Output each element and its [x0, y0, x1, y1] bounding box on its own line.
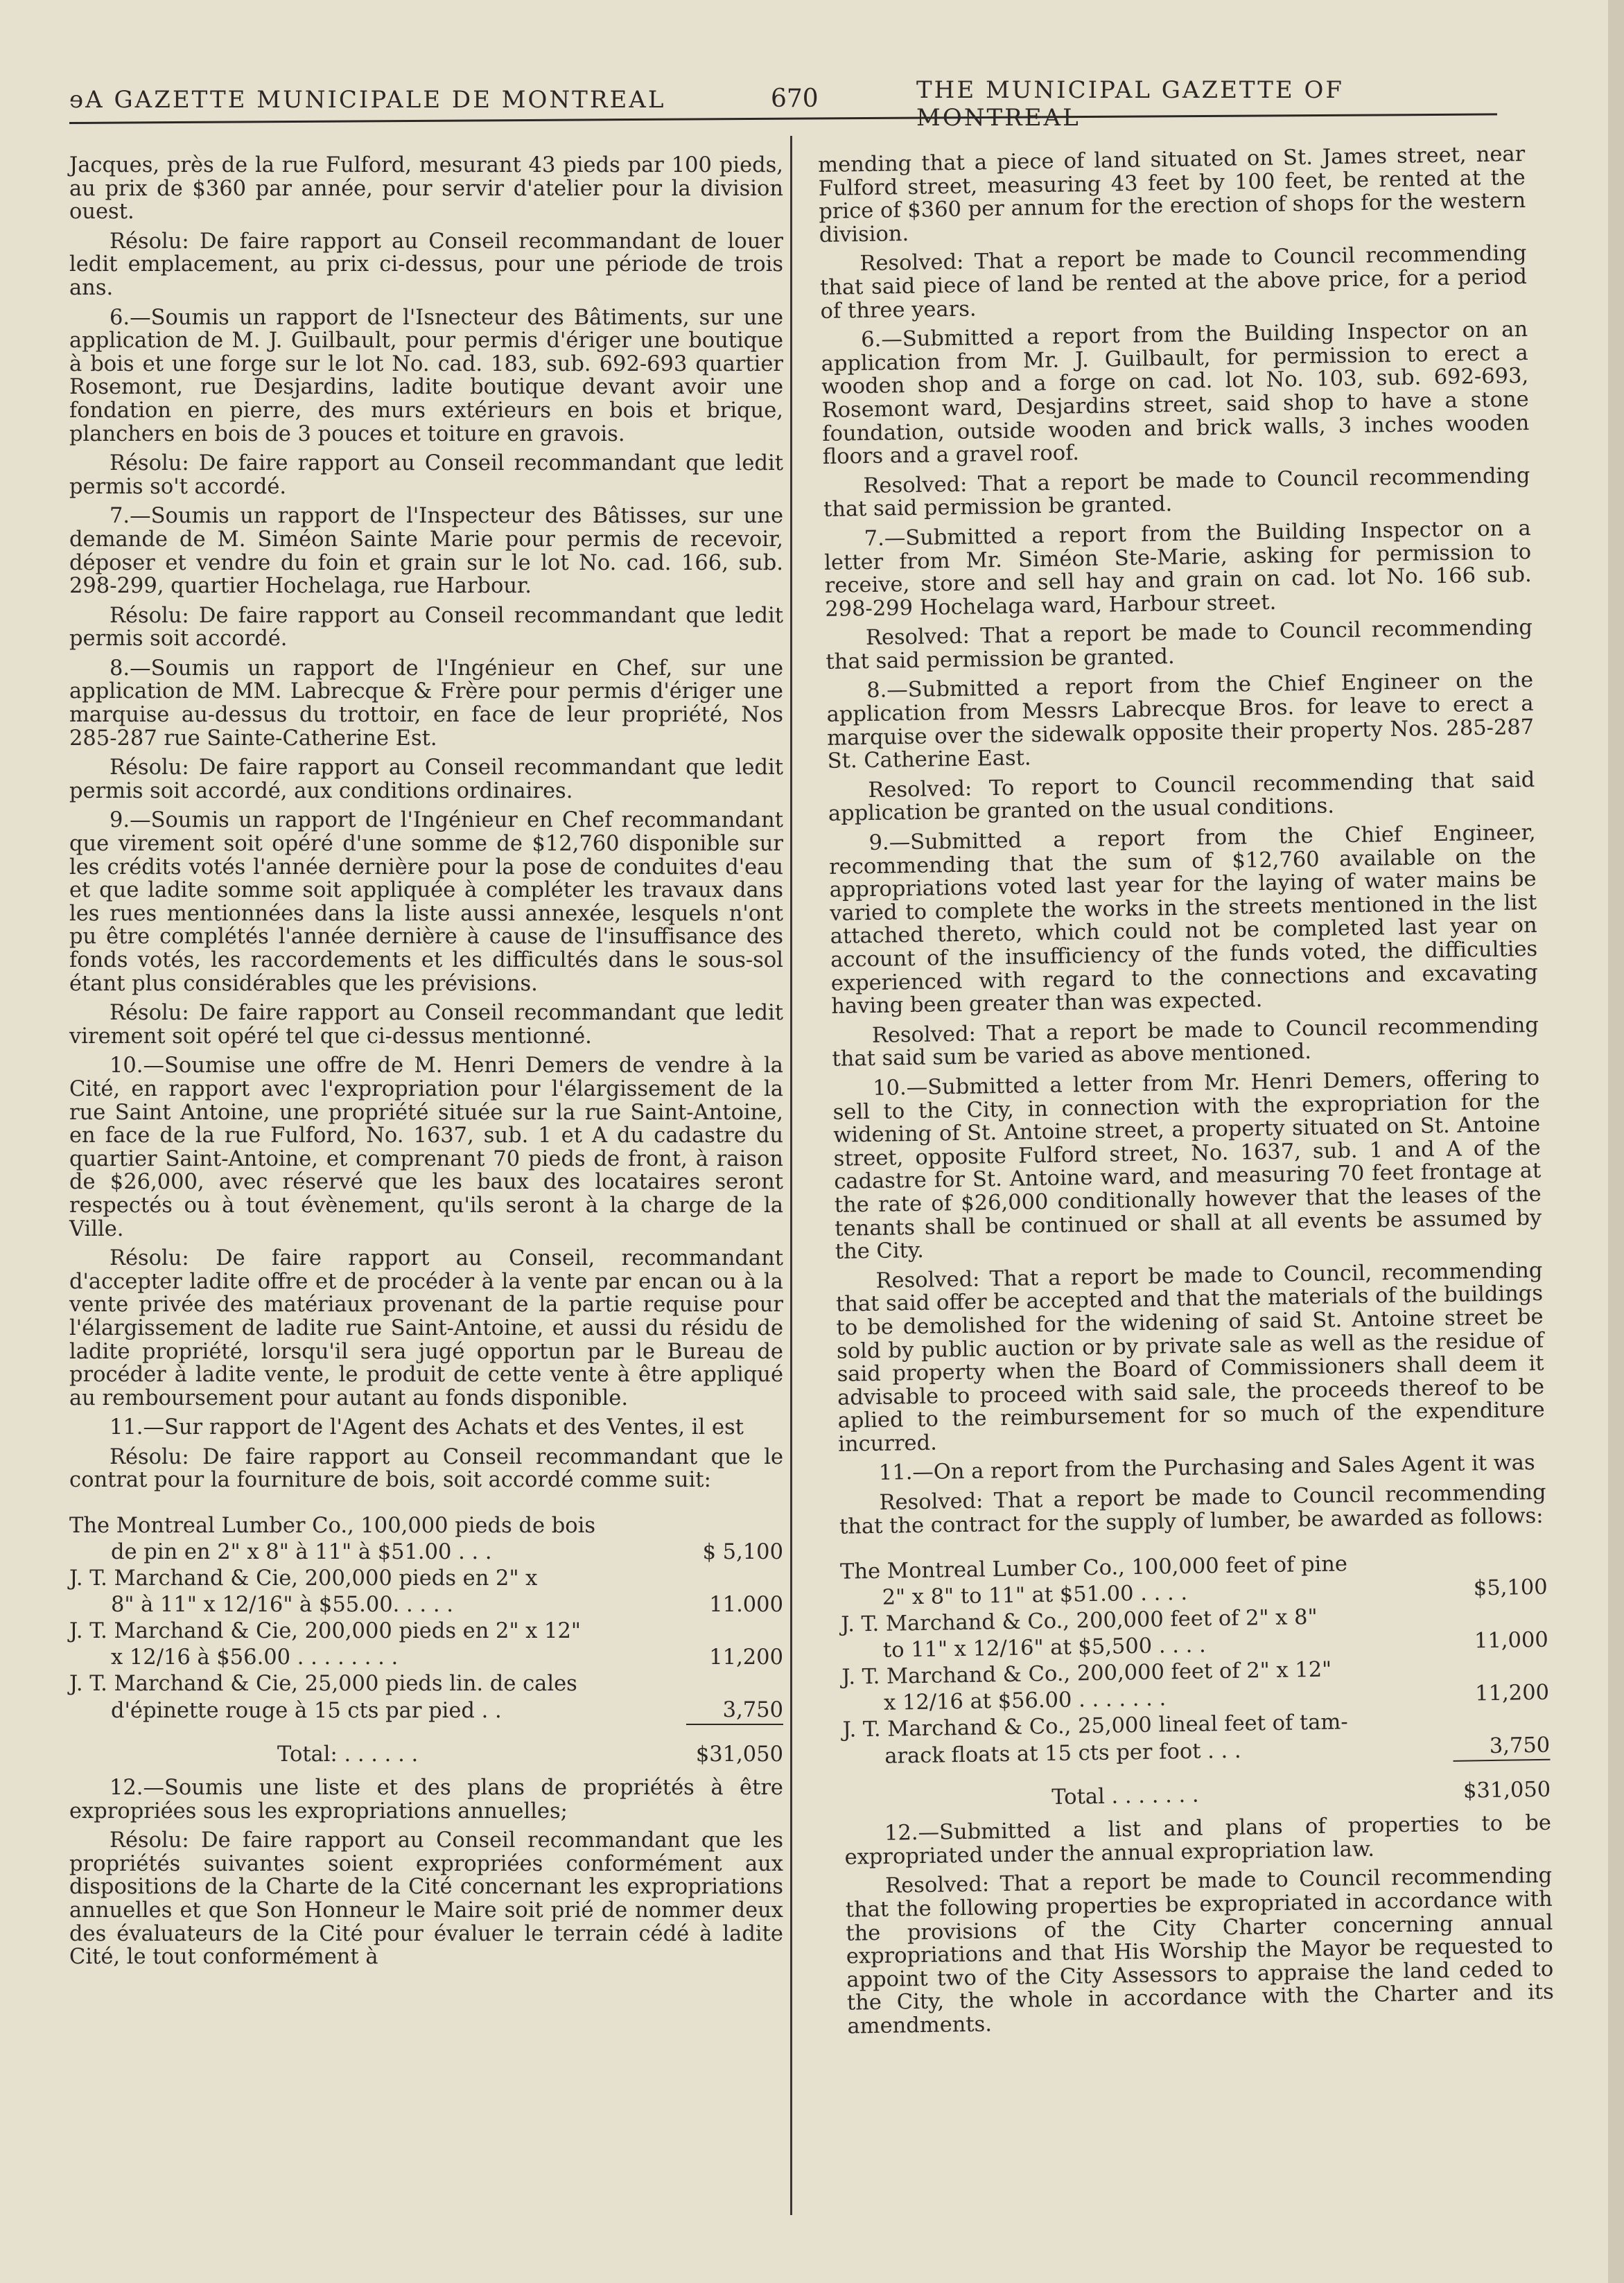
tender-amount: 3,750	[1489, 1733, 1551, 1759]
english-paragraphs-paragraph: 8.—Submitted a report from the Chief Engineer on the application from Messrs Labrecque Bros. for leave to erect a marquise over the sidewalk opposite their property Nos. 285-287 St. Catherine East.	[826, 668, 1535, 774]
tender-row-detail	[69, 1645, 783, 1671]
french-paragraphs-paragraph: Résolu: De faire rapport au Conseil recommandant que ledit permis so't accordé.	[69, 451, 783, 499]
french-column	[69, 154, 783, 1975]
total-amount: $31,050	[1453, 1760, 1551, 1805]
tender-supplier: The Montreal Lumber Co., 100,000 feet of pine	[839, 1552, 1348, 1584]
tender-detail: d'épinette rouge à 15 cts par pied . .	[111, 1699, 502, 1724]
tender-total-row	[69, 1724, 783, 1768]
tender-amount: $ 5,100	[702, 1540, 783, 1565]
french-paragraphs-paragraph: Jacques, près de la rue Fulford, mesurant 43 pieds par 100 pieds, au prix de $360 par année, pour servir d'atelier pour la division ouest.	[69, 153, 783, 225]
tender-supplier: J. T. Marchand & Cie, 200,000 pieds en 2" x 12"	[69, 1619, 581, 1644]
english-paragraphs-paragraph: Resolved: That a report be made to Council recommending that the contract for the supply of lumber, be awarded as follows:	[839, 1480, 1546, 1539]
header-title-french: ɘA GAZETTE MUNICIPALE DE MONTREAL	[69, 86, 666, 114]
tender-detail: x 12/16 at $56.00 . . . . . . .	[883, 1686, 1167, 1716]
tender-row-detail	[69, 1697, 783, 1724]
tender-amount: 11,200	[709, 1645, 783, 1670]
french-paragraphs-paragraph: Résolu: De faire rapport au Conseil recommandant que ledit permis soit accordé.	[69, 603, 783, 651]
tender-amount: $5,100	[1473, 1575, 1548, 1601]
french-closing-paragraph: 12.—Soumis une liste et des plans de propriétés à être expropriées sous les expropriations annuelles;	[69, 1776, 783, 1823]
page-number: 670	[771, 85, 819, 113]
french-paragraphs-paragraph: 9.—Soumis un rapport de l'Ingénieur en Chef recommandant que virement soit opéré d'une somme de $12,760 disponible sur les crédits votés l'année dernière pour la pose de conduites d'eau et que ladite somme soit appliquée à compléter les travaux dans les rues mentionnées dans la liste aussi annexée, lesquels n'ont pu être complétés l'année dernière à cause de l'insuffisance des fonds votés, les raccordements et les difficultés dans le sous-sol étant plus considérables que les prévisions.	[69, 808, 783, 996]
french-paragraphs-paragraph: Résolu: De faire rapport au Conseil recommandant de louer ledit emplacement, au prix ci-dessus, pour une période de trois ans.	[69, 229, 783, 300]
total-label: Total: . . . . . .	[277, 1742, 419, 1767]
tender-row	[69, 1618, 783, 1645]
english-closing-paragraph: Resolved: That a report be made to Council recommending that the following properties be expropriated in accordance with the provisions of the City Charter concerning annual expropriations and that His Worship the Mayor be requested to appoint two of the City Assessors to appraise the land ceded to the City, the whole in accordance with the Charter and its amendments.	[845, 1864, 1555, 2039]
tender-supplier: J. T. Marchand & Cie, 200,000 pieds en 2" x	[69, 1566, 538, 1591]
tender-row	[69, 1566, 783, 1592]
tender-detail: 8" à 11" x 12/16" à $55.00. . . . .	[111, 1593, 453, 1618]
english-paragraphs-paragraph: Resolved: That a report be made to Council recommending that said permission be granted.	[826, 615, 1533, 674]
page-edge	[1608, 0, 1624, 2283]
english-column	[818, 143, 1555, 2045]
french-paragraphs-paragraph: 10.—Soumise une offre de M. Henri Demers de vendre à la Cité, en rapport avec l'expropriation pour l'élargissement de la rue Saint Antoine, une propriété située sur la rue Saint-Antoine, en face de la rue Fulford, No. 1637, sub. 1 et A du cadastre du quartier Saint-Antoine, et comprenant 70 pieds de front, à raison de $26,000, avec réservé que les baux des locataires seront respectés ou à tout évènement, qu'ils seront à la charge de la Ville.	[69, 1053, 783, 1241]
french-closing-paragraph: Résolu: De faire rapport au Conseil recommandant que les propriétés suivantes soient expropriées conformément aux dispositions de la Charte de la Cité concernant les expropriations annuelles et que Son Honneur le Maire soit prié de nommer deux des évaluateurs de la Cité pour évaluer le terrain cédé à ladite Cité, le tout conformément à	[69, 1828, 783, 1970]
lumber-contract-table-english	[840, 1548, 1551, 1814]
tender-row-detail	[69, 1539, 783, 1566]
french-paragraphs-paragraph: Résolu: De faire rapport au Conseil recommandant que ledit permis soit accordé, aux conditions ordinaires.	[69, 755, 783, 803]
english-paragraphs-paragraph: mending that a piece of land situated on St. James street, near Fulford street, measuring 43 feet by 100 feet, be rented at the price of $360 per annum for the erection of shops for the western division.	[817, 141, 1526, 247]
tender-amount: 11,200	[1475, 1680, 1550, 1706]
lumber-contract-table-french	[69, 1513, 783, 1768]
tender-detail: de pin en 2" x 8" à 11" à $51.00 . . .	[111, 1540, 492, 1565]
english-closing-paragraph: 12.—Submitted a list and plans of properties to be expropriated under the annual expropriation law.	[844, 1810, 1552, 1870]
header-title-english: THE MUNICIPAL GAZETTE OF	[916, 76, 1344, 104]
french-paragraphs-paragraph: 7.—Soumis un rapport de l'Inspecteur des Bâtisses, sur une demande de M. Siméon Sainte Marie pour permis de recevoir, déposer et vendre du foin et grain sur le lot No. cad. 166, sub. 298-299, quartier Hochelaga, rue Harbour.	[69, 504, 783, 599]
english-paragraphs-paragraph: 10.—Submitted a letter from Mr. Henri Demers, offering to sell to the City, in connection with the expropriation for the widening of St. Antoine street, a property situated on St. Antoine street, opposite Fulford street, No. 1637, sub. 1 and A of the cadastre for St. Antoine ward, and measuring 70 feet frontage at the rate of $26,000 conditionally however that the leases of the tenants shall be continued or shall at all events be assumed by the City.	[832, 1065, 1542, 1264]
tender-supplier: J. T. Marchand & Co., 25,000 lineal feet of tam-	[842, 1710, 1348, 1742]
total-label: Total . . . . . . .	[1051, 1783, 1199, 1810]
english-paragraphs-paragraph: Resolved: That a report be made to Council recommending that said sum be varied as above mentioned.	[832, 1013, 1539, 1072]
english-paragraphs-paragraph: Resolved: That a report be made to Council recommending that said permission be granted.	[823, 463, 1530, 523]
english-paragraphs-paragraph: 9.—Submitted a report from the Chief Engineer, recommending that the sum of $12,760 available on the appropriations voted last year for the laying of water mains be varied to complete the works in the streets mentioned in the list attached thereto, which could not be completed last year on account of the insufficiency of the funds voted, the difficulties experienced with regard to the connections and excavating having been greater than was expected.	[828, 820, 1538, 1020]
tender-amount: 11,000	[1474, 1627, 1549, 1654]
english-paragraphs-paragraph: Resolved: That a report be made to Council, recommending that said offer be accepted and that the materials of the buildings to be demolished for the widening of said St. Antoine street be sold by public auction or by private sale as well as the residue of said property when the Board of Commissioners shall deem it advisable to proceed with said sale, the proceeds thereof to be aplied to the reimbursement for so much of the expenditure incurred.	[835, 1258, 1545, 1457]
english-paragraphs-paragraph: Resolved: To report to Council recommending that said application be granted on the usual conditions.	[828, 767, 1535, 827]
french-paragraphs-paragraph: Résolu: De faire rapport au Conseil recommandant que ledit virement soit opéré tel que ci-dessus mentionné.	[69, 1001, 783, 1049]
english-paragraphs-paragraph: 6.—Submitted a report from the Building Inspector on an application from Mr. J. Guilbault, for permission to erect a wooden shop and a forge on cad. lot No. 103, sub. 692-693, Rosemont ward, Desjardins street, said shop to have a stone foundation, outside wooden and brick walls, 3 inches wooden floors and a gravel roof.	[821, 317, 1530, 470]
tender-detail: to 11" x 12/16" at $5,500 . . . .	[882, 1633, 1206, 1663]
tender-row	[69, 1513, 783, 1539]
french-paragraphs-paragraph: 11.—Sur rapport de l'Agent des Achats et des Ventes, il est	[110, 1415, 744, 1440]
english-paragraphs-paragraph: Resolved: That a report be made to Council recommending that said piece of land be rented at the above price, for a period of three years.	[819, 241, 1528, 324]
tender-detail: 2" x 8" to 11" at $51.00 . . . .	[882, 1581, 1188, 1611]
total-amount: $31,050	[686, 1724, 783, 1768]
french-paragraphs-paragraph: Résolu: De faire rapport au Conseil recommandant que le contrat pour la fourniture de bois, soit accordé comme suit:	[69, 1444, 783, 1493]
french-paragraphs-paragraph: 8.—Soumis un rapport de l'Ingénieur en Chef, sur une application de MM. Labrecque & Frère pour permis d'ériger une marquise au-dessus du trottoir, en face de leur propriété, Nos 285-287 rue Sainte-Catherine Est.	[69, 656, 783, 751]
french-paragraphs-paragraph: Résolu: De faire rapport au Conseil, recommandant d'accepter ladite offre et de procéder à la vente par encan ou à la vente privée des matériaux provenant de la partie requise pour l'élargissement de ladite rue Saint-Antoine, et aussi du résidu de ladite propriété, lorsqu'il sera jugé opportun par le Bureau de procéder à ladite vente, le produit de cette vente à être appliqué au remboursement pour autant au fonds disponible.	[69, 1246, 783, 1410]
tender-supplier: J. T. Marchand & Cie, 25,000 pieds lin. de cales	[69, 1672, 577, 1697]
tender-detail: x 12/16 à $56.00 . . . . . . . .	[111, 1645, 399, 1670]
tender-amount: 11.000	[709, 1593, 783, 1618]
tender-detail: arack floats at 15 cts per foot . . .	[884, 1738, 1241, 1769]
tender-row	[69, 1671, 783, 1697]
tender-row-detail	[69, 1592, 783, 1618]
column-divider	[790, 136, 792, 2215]
tender-supplier: J. T. Marchand & Co., 200,000 feet of 2" x 8"	[841, 1605, 1318, 1637]
english-paragraphs-paragraph: 11.—On a report from the Purchasing and Sales Agent it was	[878, 1451, 1535, 1486]
tender-amount: 3,750	[722, 1698, 783, 1723]
french-paragraphs-paragraph: 6.—Soumis un rapport de l'Isnecteur des Bâtiments, sur une application de M. J. Guilbault, pour permis d'ériger une boutique à bois et une forge sur le lot No. cad. 183, sub. 692-693 quartier Rosemont, rue Desjardins, ladite boutique devant avoir une fondation en pierre, des murs extérieurs en bois et brique, planchers en bois de 3 pouces et toiture en gravois.	[69, 305, 783, 446]
english-paragraphs-paragraph: 7.—Submitted a report from the Building Inspector on a letter from Mr. Siméon Ste-Marie, asking for permission to receive, store and sell hay and grain on cad. lot No. 166 sub. 298-299 Hochelaga ward, Harbour street.	[823, 516, 1532, 622]
tender-supplier: J. T. Marchand & Co., 200,000 feet of 2" x 12"	[841, 1657, 1332, 1690]
tender-supplier: The Montreal Lumber Co., 100,000 pieds de bois	[69, 1514, 595, 1539]
